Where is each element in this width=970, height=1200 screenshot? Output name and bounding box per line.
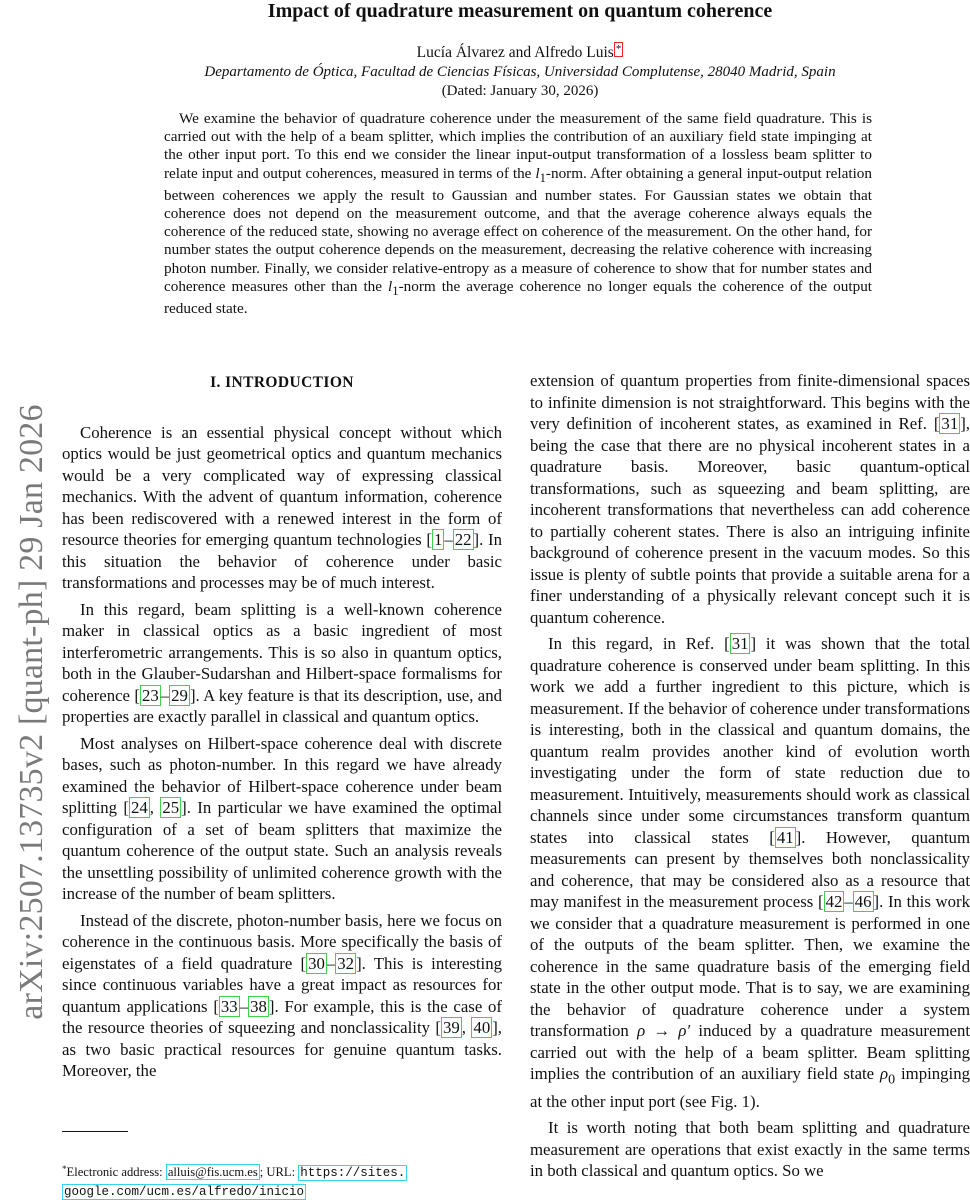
paragraph-text: . In particular we have examined the optimal configuration of a set of beam splitters that maximize the quantum coherence of the output state. Such an analysis reveals the unsettling possibility of unlimited coherence growth with the increase of the number of beam splitters.	[62, 798, 502, 903]
author-footnote-link[interactable]: *	[615, 43, 622, 55]
citation-link[interactable]: 31	[941, 414, 959, 433]
author-conjunction: and	[508, 44, 532, 61]
dated-line: (Dated: January 30, 2026)	[441, 83, 599, 99]
abstract-text-2: -norm. After obtaining a general input-output relation between coherences we apply the result to Gaussian and number states. For Gaussian states we obtain that coherence does not depend on the measurement outcome, and that the average coherence always equals the coherence of the reduced state, showing no average effect on coherence of the measurement. On the other hand, for number states the output coherence depends on the measurement, decreasing the relative coherence with increasing photon number. Finally, we consider relative-entropy as a measure of coherence to show that for number states and coherence measures other than the	[164, 164, 872, 295]
paragraph-text: Most analyses on Hilbert-space coherence deal with discrete bases, such as photon-number. In this regard we have already examined the behavior of Hilbert-space coherence under beam splitting	[62, 733, 502, 817]
author-1: Lucía Álvarez	[416, 44, 505, 61]
url-link-part-2[interactable]: google.com/ucm.es/alfredo/inicio	[64, 1185, 305, 1199]
paragraph-text: In this regard, in Ref.	[548, 634, 725, 653]
paragraph-text: it was shown that the total quadrature coherence is conserved under beam splitting. In this work we add a further ingredient to this picture, which is measurement. If the behavior of coherence under transformations is interesting, both in the classical and quantum domains, the quantum realm provides another kind of evolution worth investigating under the form of state reduction due to measurement. Intuitively, measurements should work as classical channels since under some circumstances transform quantum states into classical states	[530, 634, 970, 847]
arrow-symbol: →	[645, 1021, 679, 1040]
citation-link[interactable]: 32	[337, 953, 355, 973]
citation-link[interactable]: 33	[220, 996, 238, 1016]
paragraph: Most analyses on Hilbert-space coherence deal with discrete bases, such as photon-number. In this regard we have already examined the behavior of Hilbert-space coherence under beam splitting [ 24 , 25 ]. In particular we have examined the optimal configuration of a set of beam splitters that maximize the quantum coherence of the output state. Such an analysis reveals the unsettling possibility of unlimited coherence growth with the increase of the number of beam splitters.	[62, 733, 502, 903]
paragraph: In this regard, beam splitting is a well-known coherence maker in classical optics as a basic ingredient of most interferometric arrangements. This is so also in quantum optics, both in the Glauber-Sudarshan and Hilbert-space formalisms for coherence [ 23 – 29 ]. A key feature is that its description, use, and properties are exactly parallel in classical and quantum optics.	[62, 599, 502, 726]
citation-link[interactable]: 42	[825, 892, 843, 911]
paragraph-text: It is worth noting that both beam splitting and quadrature measurement are operations that exist exactly in the same terms in both classical and quantum optics. So we	[530, 1118, 970, 1181]
abstract	[164, 110, 872, 318]
abstract-text-3: -norm the average coherence no longer equals the coherence of the output reduced state.	[164, 277, 873, 318]
paragraph-text: , as two basic practical resources for genuine quantum tasks. Moreover, the	[62, 1018, 502, 1080]
l1-norm-symbol: l	[535, 164, 540, 182]
paragraph-text: Instead of the discrete, photon-number basis, here we focus on coherence in the continuous basis. More specifically the basis of eigenstates of a field quadrature	[62, 910, 502, 973]
paragraph: extension of quantum properties from finite-dimensional spaces to infinite dimension is not straightforward. This begins with the very definition of incoherent states, as examined in Ref. [ 31 ], being the case that there are no physical incoherent states in a quadrature basis. Moreover, basic quantum-optical transformations, such as squeezing and beam splitting, are incoherent transformations that nevertheless can add coherence to partially coherent states. There is also an intriguing infinite background of coherence present in the vacuum modes. So this issue is plenty of subtle points that provide a suitable arena for a finer understanding of a physically relevant concept such it is quantum coherence.	[530, 371, 970, 627]
paragraph-text: . For example, this is the case of the resource theories of squeezing and nonclassicality	[62, 996, 502, 1037]
arxiv-id-label: arXiv:2507.13735v2 [quant-ph] 29 Jan 2026	[13, 404, 50, 1020]
citation-link[interactable]: 22	[454, 530, 472, 549]
citation-separator: –	[844, 892, 853, 911]
paragraph: Instead of the discrete, photon-number basis, here we focus on coherence in the continuous basis. More specifically the basis of eigenstates of a field quadrature [ 30 – 32 ]. This is interesting since continuous variables have a great impact as resources for quantum applications [ 33 – 38 ]. For example, this is the case of the resource theories of squeezing and nonclassicality [ 39 , 40 ], as two basic practical resources for genuine quantum tasks. Moreover, the	[62, 910, 502, 1080]
citation-link[interactable]: 40	[473, 1018, 491, 1037]
paragraph: In this regard, in Ref. [ 31 ] it was shown that the total quadrature coherence is conserved under beam splitting. In this work we add a further ingredient to this picture, which is measurement. If the behavior of coherence under transformations is interesting, both in the classical and quantum domains, the quantum realm provides another kind of evolution worth investigating under the form of state reduction due to measurement. Intuitively, measurements should work as classical channels since under some circumstances transform quantum states into classical states [ 41 ]. However, quantum measurements can present by themselves both nonclassicality and coherence, that may be considered also as a resource that may manifest in the measurement process [ 42 – 46 ]. In this work we consider that a quadrature measurement is performed in one of the outputs of the beam splitter. Then, we examine the coherence in the same quadrature basis of the emerging field state in the other output mode. That is to say, we are examining the behavior of quadrature coherence under a system transformation ρ → ρ′ induced by a quadrature measurement carried out with the help of a beam splitter. Beam splitting implies the contribution of an auxiliary field state $\rho_0$ impinging at the other input port (see Fig. 1).	[530, 634, 970, 1111]
citation-link[interactable]: 1	[433, 530, 443, 549]
citation-link[interactable]: 24	[130, 798, 148, 817]
paragraph-text: Coherence is an essential physical concept without which optics would be just geometrical optics and quantum mechanics would be a very complicated way of expressing classical mechanics. With the advent of quantum information, coherence has been rediscovered with a renewed interest in the form of resource theories for emerging quantum technologies	[62, 422, 502, 549]
paragraph-text: . This is interesting since continuous variables have a great impact as resources for quantum applications	[62, 953, 502, 1016]
arxiv-watermark	[2, 332, 62, 1092]
paragraph: Coherence is an essential physical concept without which optics would be just geometrical optics and quantum mechanics would be a very complicated way of expressing classical mechanics. With the advent of quantum information, coherence has been rediscovered with a renewed interest in the form of resource theories for emerging quantum technologies [ 1 – 22 ]. In this situation the behavior of coherence under basic transformations and processes may be of much interest.	[62, 422, 502, 592]
paragraph-text: . In this work we consider that a quadrature measurement is performed in one of the outputs of the beam splitter. Then, we examine the coherence in the same quadrature basis of the emerging field state in the other output mode. That is to say, we are examining the behavior of quadrature coherence under a system transformation	[530, 892, 970, 1040]
author-line	[100, 42, 940, 62]
paragraph	[530, 1117, 970, 1182]
email-link[interactable]: alluis@fis.ucm.es	[167, 1165, 258, 1179]
left-column	[62, 370, 502, 1087]
url-label: ; URL:	[259, 1165, 299, 1179]
right-column	[530, 370, 970, 1187]
url-link-part-1[interactable]: https://sites.	[300, 1166, 406, 1180]
paragraph-text: extension of quantum properties from finite-dimensional spaces to infinite dimension is not straightforward. This begins with the very definition of incoherent states, as examined in Ref.	[530, 371, 970, 433]
rho0-subscript: 0	[888, 1072, 896, 1088]
citation-link[interactable]: 31	[731, 634, 749, 653]
citation-separator: –	[326, 953, 336, 973]
section-heading-introduction: I. INTRODUCTION	[210, 374, 354, 391]
citation-link[interactable]: 25	[162, 798, 180, 817]
citation-link[interactable]: 46	[854, 892, 872, 911]
citation-link[interactable]: 23	[141, 685, 159, 705]
citation-separator: –	[160, 685, 170, 705]
paragraph-text: , being the case that there are no physical incoherent states in a quadrature basis. Moreover, basic quantum-optical transformations, such as squeezing and beam splitting, are incoherent transformations that nevertheless can add coherence to partially coherent states. There is also an intriguing infinite background of coherence present in the vacuum modes. So this issue is plenty of subtle points that provide a suitable arena for a finer understanding of a physically relevant concept such it is quantum coherence.	[530, 414, 970, 627]
paragraph-text: . A key feature is that its description, use, and properties are exactly parallel in classical and quantum optics.	[62, 685, 502, 726]
citation-separator: –	[239, 996, 249, 1016]
rho-prime-symbol: ρ′	[678, 1021, 691, 1040]
paper-title: Impact of quadrature measurement on quantum coherence	[267, 0, 773, 22]
footnote-mark: *	[62, 1164, 67, 1174]
paragraph-text: impinging at the other input port (see Fig. 1).	[530, 1064, 970, 1111]
footnote-rule	[62, 1131, 128, 1132]
l1-norm-subscript-2: 1	[392, 283, 399, 298]
paragraph-text: induced by a quadrature measurement carried out with the help of a beam splitter. Beam splitting implies the contribution of an auxiliary field state	[530, 1021, 970, 1083]
citation-link[interactable]: 38	[250, 996, 267, 1016]
citation-link[interactable]: 29	[171, 685, 188, 705]
abstract-text-1: We examine the behavior of quadrature coherence under the measurement of the same field quadrature. This is carried out with the help of a beam splitter, which implies the contribution of an auxiliary field state impinging at the other input port. To this end we consider the linear input-output transformation of a lossless beam splitter to relate input and output coherences, measured in terms of the	[164, 110, 872, 182]
l1-norm-symbol-2: l	[388, 277, 393, 295]
footnote-label: Electronic address:	[66, 1165, 166, 1179]
citation-link[interactable]: 41	[776, 827, 794, 847]
rho0-symbol: ρ	[880, 1064, 889, 1083]
author-2: Alfredo Luis	[534, 44, 614, 61]
citation-separator: –	[444, 530, 453, 549]
affiliation: Departamento de Óptica, Facultad de Ciencias Físicas, Universidad Complutense, 28040 Madrid, Spain	[204, 64, 836, 80]
l1-norm-subscript: 1	[539, 170, 546, 185]
rho-symbol: ρ	[637, 1021, 646, 1040]
citation-separator: ,	[461, 1018, 472, 1037]
paragraph-text: . However, quantum measurements can present by themselves both nonclassicality and coherence, that may be considered also as a resource that may manifest in the measurement process	[530, 827, 970, 911]
citation-link[interactable]: 30	[308, 953, 325, 973]
citation-separator: ,	[149, 798, 161, 817]
paragraph-text: . In this situation the behavior of coherence under basic transformations and processes may be of much interest.	[62, 530, 502, 592]
footnote	[62, 1160, 512, 1200]
citation-link[interactable]: 39	[443, 1018, 460, 1037]
paragraph-text: In this regard, beam splitting is a well-known coherence maker in classical optics as a basic ingredient of most interferometric arrangements. This is so also in quantum optics, both in the Glauber-Sudarshan and Hilbert-space formalisms for coherence	[62, 599, 502, 705]
